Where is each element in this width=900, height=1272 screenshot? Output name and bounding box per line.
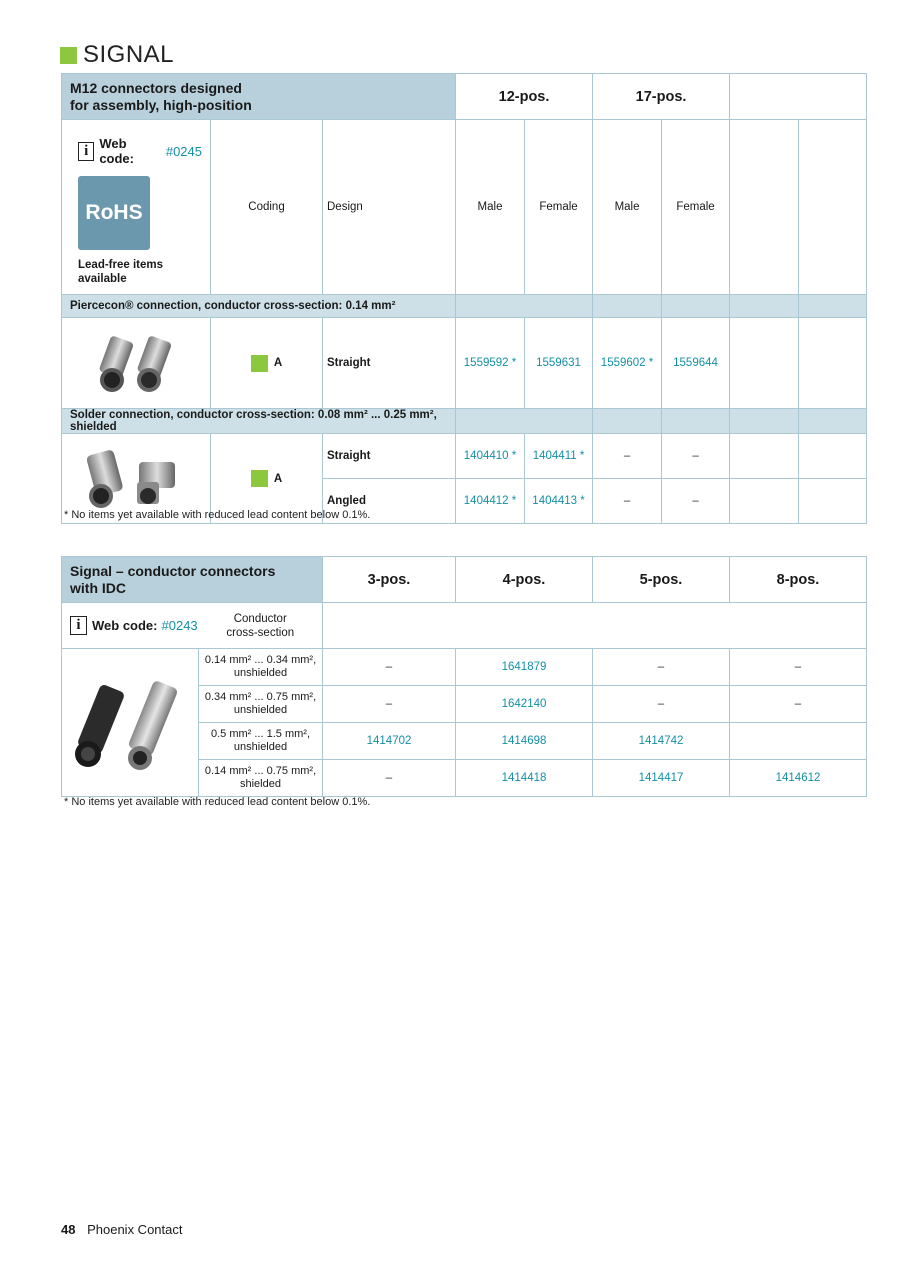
conductor-cross-section: 0.5 mm² ... 1.5 mm², unshielded (199, 723, 323, 760)
unavailable-cell: – (730, 686, 867, 723)
coding-cell: A (211, 434, 323, 524)
col-male-header: Male (593, 120, 662, 295)
company-name: Phoenix Contact (87, 1222, 183, 1237)
col-female-header: Female (662, 120, 730, 295)
order-number[interactable]: 1559592 * (456, 318, 525, 409)
unavailable-cell: – (730, 649, 867, 686)
page-number: 48 (61, 1222, 76, 1237)
order-number[interactable]: 1414417 (593, 760, 730, 797)
piercecon-product-image (62, 318, 211, 409)
lead-free-note: Lead-free items available (78, 259, 164, 285)
unavailable-cell: – (323, 760, 456, 797)
unavailable-cell: – (593, 649, 730, 686)
web-code-link[interactable]: #0245 (165, 143, 202, 159)
table1-title: M12 connectors designed for assembly, high-position (62, 74, 456, 120)
table1-pos-header: 17-pos. (593, 74, 730, 120)
coding-cell: A (211, 318, 323, 409)
design-cell: Angled (323, 479, 456, 524)
unavailable-cell: – (323, 686, 456, 723)
empty-cell (730, 120, 799, 295)
order-number[interactable]: 1414742 (593, 723, 730, 760)
unavailable-cell: – (662, 434, 730, 479)
empty-header-cell (323, 603, 867, 649)
table2-pos-header: 3-pos. (323, 557, 456, 603)
empty-cell (799, 120, 867, 295)
order-number[interactable]: 1404410 * (456, 434, 525, 479)
order-number[interactable]: 1559644 (662, 318, 730, 409)
webcode-cell (62, 120, 211, 295)
empty-cell (799, 434, 867, 479)
order-number[interactable]: 1404411 * (525, 434, 593, 479)
empty-cell (730, 434, 799, 479)
design-cell: Straight (323, 434, 456, 479)
design-cell: Straight (323, 318, 456, 409)
order-number[interactable]: 1414418 (456, 760, 593, 797)
page-footer (61, 1222, 183, 1237)
m12-connector-straight-icon (86, 328, 186, 398)
unavailable-cell: – (662, 479, 730, 524)
col-female-header: Female (525, 120, 593, 295)
solder-band: Solder connection, conductor cross-section: 0.08 mm² ... 0.25 mm², shielded (62, 409, 456, 434)
idc-connectors-table (61, 556, 867, 797)
unavailable-cell: – (323, 649, 456, 686)
col-conductor-header: Conductor cross-section (199, 603, 323, 649)
idc-product-image (62, 649, 199, 797)
order-number[interactable]: 1642140 (456, 686, 593, 723)
unavailable-cell: – (593, 686, 730, 723)
order-number[interactable]: 1414702 (323, 723, 456, 760)
empty-cell (730, 479, 799, 524)
rohs-badge: RoHS (78, 176, 150, 250)
piercecon-band: Piercecon® connection, conductor cross-section: 0.14 mm² (62, 295, 456, 318)
col-coding-header: Coding (211, 120, 323, 295)
web-code-link[interactable]: #0243 (161, 618, 198, 633)
order-number[interactable]: 1404413 * (525, 479, 593, 524)
section-marker-icon (60, 47, 77, 64)
conductor-cross-section: 0.34 mm² ... 0.75 mm², unshielded (199, 686, 323, 723)
empty-cell (730, 723, 867, 760)
info-icon: i (70, 616, 87, 635)
col-male-header: Male (456, 120, 525, 295)
conductor-cross-section: 0.14 mm² ... 0.34 mm², unshielded (199, 649, 323, 686)
order-number[interactable]: 1414612 (730, 760, 867, 797)
web-code[interactable]: i Web code: #0243 (70, 616, 199, 635)
coding-marker-icon (251, 470, 268, 487)
order-number[interactable]: 1404412 * (456, 479, 525, 524)
webcode-cell (62, 603, 199, 649)
col-design-header: Design (323, 120, 456, 295)
empty-cell (730, 318, 799, 409)
table1-pos-header: 12-pos. (456, 74, 593, 120)
empty-cell (799, 318, 867, 409)
m12-connectors-table (61, 73, 867, 524)
web-code[interactable]: i Web code: #0245 (78, 136, 202, 166)
empty-header-cell (730, 74, 867, 120)
idc-connector-icon (70, 668, 190, 778)
empty-cell (799, 479, 867, 524)
table2-pos-header: 8-pos. (730, 557, 867, 603)
table2-title: Signal – conductor connectors with IDC (62, 557, 323, 603)
table1-footnote: * No items yet available with reduced lead content below 0.1%. (64, 509, 371, 521)
unavailable-cell: – (593, 479, 662, 524)
order-number[interactable]: 1559631 (525, 318, 593, 409)
table2-footnote: * No items yet available with reduced lead content below 0.1%. (64, 796, 371, 808)
unavailable-cell: – (593, 434, 662, 479)
m12-connector-solder-icon (81, 444, 191, 514)
page-header (60, 42, 174, 68)
conductor-cross-section: 0.14 mm² ... 0.75 mm², shielded (199, 760, 323, 797)
table2-pos-header: 5-pos. (593, 557, 730, 603)
order-number[interactable]: 1559602 * (593, 318, 662, 409)
order-number[interactable]: 1641879 (456, 649, 593, 686)
table2-pos-header: 4-pos. (456, 557, 593, 603)
order-number[interactable]: 1414698 (456, 723, 593, 760)
page-title: SIGNAL (83, 41, 175, 68)
info-icon: i (78, 142, 94, 161)
coding-marker-icon (251, 355, 268, 372)
